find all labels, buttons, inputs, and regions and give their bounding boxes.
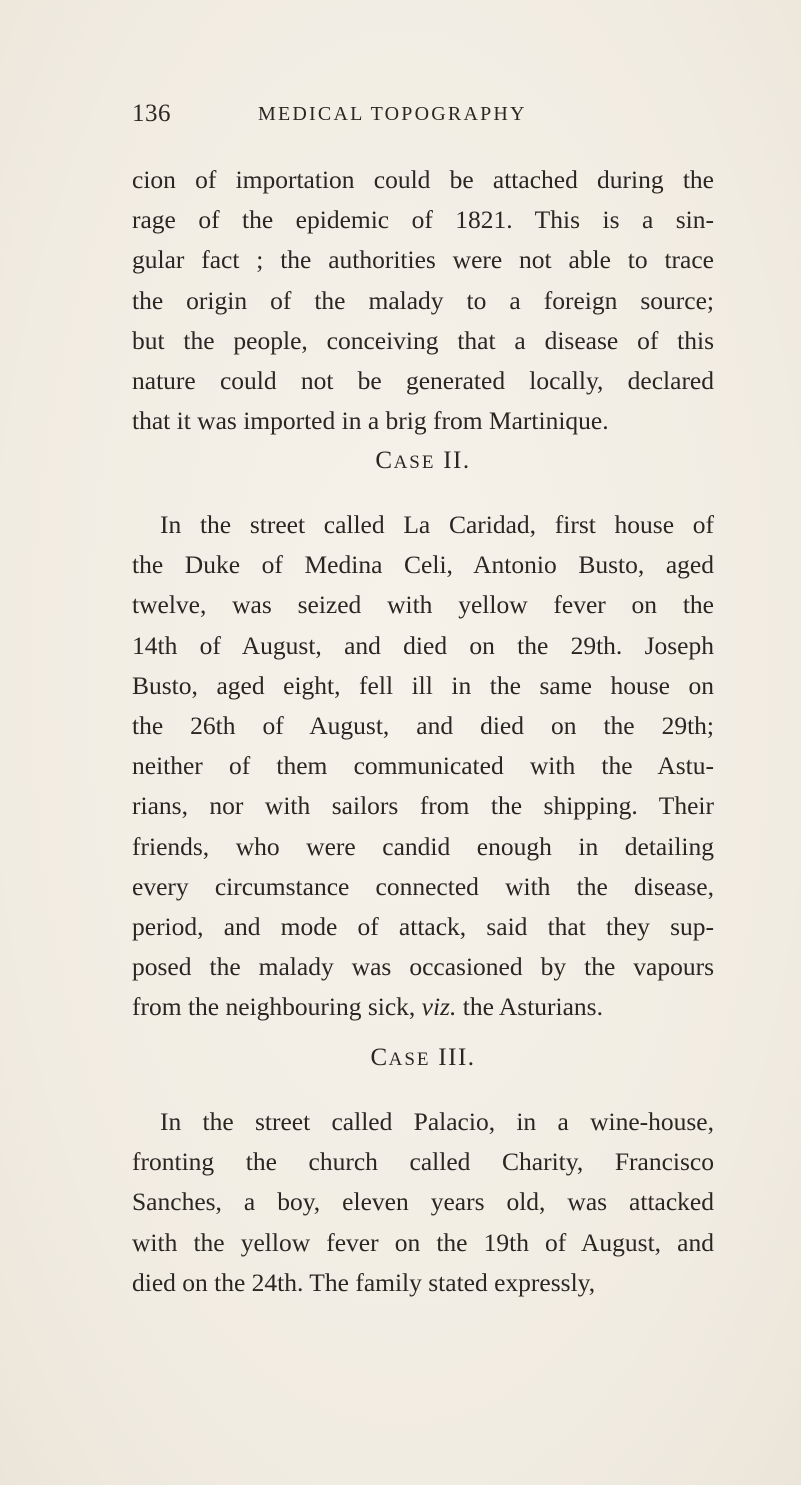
case-3-heading	[132, 1044, 714, 1072]
page-number: 136	[132, 100, 171, 127]
case-heading-initial: C	[370, 1044, 389, 1071]
italic-viz: viz.	[421, 992, 457, 1022]
text-line: with the yellow fever on the 19th of August, and	[132, 1227, 714, 1257]
text-line: nature could not be generated locally, declared	[132, 365, 714, 395]
text-line: twelve, was seized with yellow fever on the	[132, 590, 714, 620]
case-heading-number: II.	[443, 447, 471, 474]
text-line: the Duke of Medina Celi, Antonio Busto, aged	[132, 550, 714, 580]
text-line: posed the malady was occasioned by the vapours	[132, 952, 714, 982]
text-line: rians, nor with sailors from the shipping. Their	[132, 791, 714, 821]
text-line: In the street called La Caridad, first house of	[160, 510, 714, 539]
case-heading-word: ASE	[393, 452, 436, 473]
text-fragment: the Asturians.	[462, 992, 603, 1022]
text-line: the 26th of August, and died on the 29th;	[132, 710, 714, 740]
text-fragment: from the neighbouring sick,	[132, 992, 416, 1022]
text-line	[132, 987, 714, 1027]
page-header	[132, 100, 741, 134]
paragraph-case-3	[132, 1102, 714, 1303]
text-line: fronting the church called Charity, Francisco	[132, 1147, 714, 1177]
text-line: Busto, aged eight, fell ill in the same house on	[132, 670, 714, 700]
case-2-heading	[132, 447, 714, 475]
text-line: 14th of August, and died on the 29th. Joseph	[132, 630, 714, 660]
text-line: In the street called Palacio, in a wine-house,	[160, 1107, 714, 1136]
case-heading-number: III.	[438, 1044, 476, 1071]
case-heading-initial: C	[375, 447, 394, 474]
running-head: MEDICAL TOPOGRAPHY	[258, 103, 527, 125]
text-line: Sanches, a boy, eleven years old, was attacked	[132, 1187, 714, 1217]
text-line: but the people, conceiving that a disease of this	[132, 325, 714, 355]
text-line: cion of importation could be attached during the	[132, 165, 714, 194]
text-line: the origin of the malady to a foreign source;	[132, 285, 714, 315]
text-line: period, and mode of attack, said that they sup-	[132, 911, 714, 941]
case-heading-word: ASE	[388, 1049, 431, 1070]
text-line: that it was imported in a brig from Martinique.	[132, 406, 609, 436]
paragraph-case-2	[132, 505, 714, 1027]
text-line: died on the 24th. The family stated expressly,	[132, 1267, 596, 1297]
text-line: every circumstance connected with the disease,	[132, 871, 714, 901]
text-line: gular fact ; the authorities were not able to trace	[132, 245, 714, 275]
paragraph-importation	[132, 160, 714, 441]
text-line: neither of them communicated with the Astu-	[132, 751, 714, 781]
text-line: friends, who were candid enough in detailing	[132, 831, 714, 861]
text-line: rage of the epidemic of 1821. This is a sin-	[132, 205, 714, 235]
